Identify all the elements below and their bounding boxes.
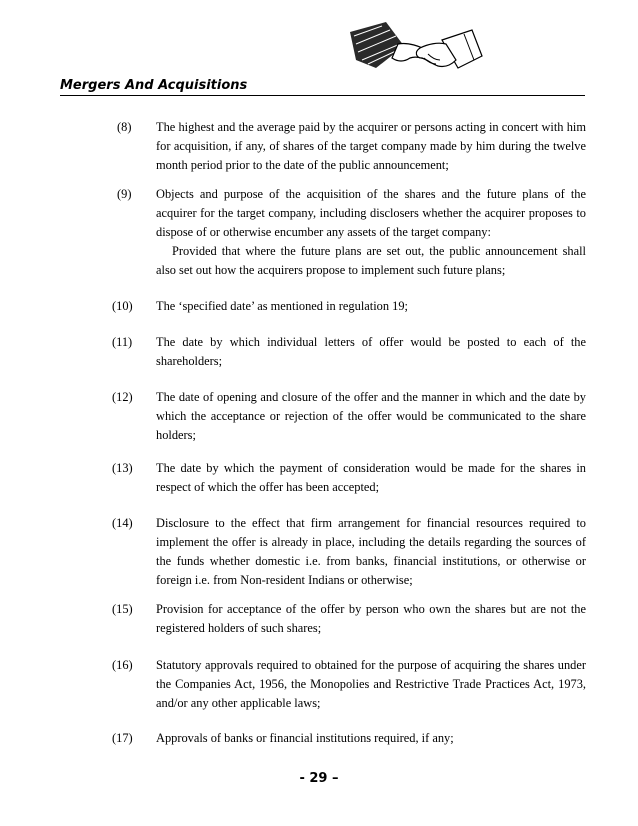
item-text: The date by which the payment of consideration would be made for the shares in respect of which the offer has been accepted; [156, 461, 586, 494]
item-number: (8) [117, 120, 132, 134]
item-text: Approvals of banks or financial institutions required, if any; [156, 731, 454, 745]
item-text: Objects and purpose of the acquisition of the shares and the future plans of the acquirer for the target company, including disclosers whether the acquirer proposes to dispose of or otherwise encumber any assets of the target company: [156, 187, 586, 239]
item-number: (12) [112, 390, 133, 404]
item-number: (9) [117, 187, 132, 201]
item-text: Provision for acceptance of the offer by person who own the shares but are not the registered holders of such shares; [156, 602, 586, 635]
running-header-title: Mergers And Acquisitions [60, 78, 248, 93]
item-text: Statutory approvals required to obtained for the purpose of acquiring the shares under the Companies Act, 1956, the Monopolies and Restrictive Trade Practices Act, 1973, and/or any other applicable laws; [156, 658, 586, 710]
item-text: Disclosure to the effect that firm arrangement for financial resources required to implement the offer is already in place, including the details regarding the sources of the funds whether domestic i.e. from banks, financial institutions, or otherwise or foreign i.e. from Non-resident Indians or otherwise; [156, 516, 586, 587]
item-text: The date of opening and closure of the offer and the manner in which and the date by which the acceptance or rejection of the offer would be communicated to the share holders; [156, 390, 586, 442]
item-number: (14) [112, 516, 133, 530]
page-number: - 29 – [299, 771, 339, 786]
handshake-icon [346, 16, 486, 86]
item-text: The ‘specified date’ as mentioned in regulation 19; [156, 299, 408, 313]
item-number: (15) [112, 602, 133, 616]
item-proviso-text: Provided that where the future plans are set out, the public announcement shall also set out how the acquirers propose to implement such future plans; [156, 244, 586, 277]
item-number: (13) [112, 461, 133, 475]
item-number: (17) [112, 731, 133, 745]
header-rule [60, 95, 585, 96]
item-number: (10) [112, 299, 133, 313]
item-text: The highest and the average paid by the acquirer or persons acting in concert with him for acquisition, if any, of shares of the target company made by him during the twelve month period prior to the date of the public announcement; [156, 120, 586, 172]
item-number: (11) [112, 335, 133, 349]
item-text: The date by which individual letters of offer would be posted to each of the shareholders; [156, 335, 586, 368]
item-number: (16) [112, 658, 133, 672]
